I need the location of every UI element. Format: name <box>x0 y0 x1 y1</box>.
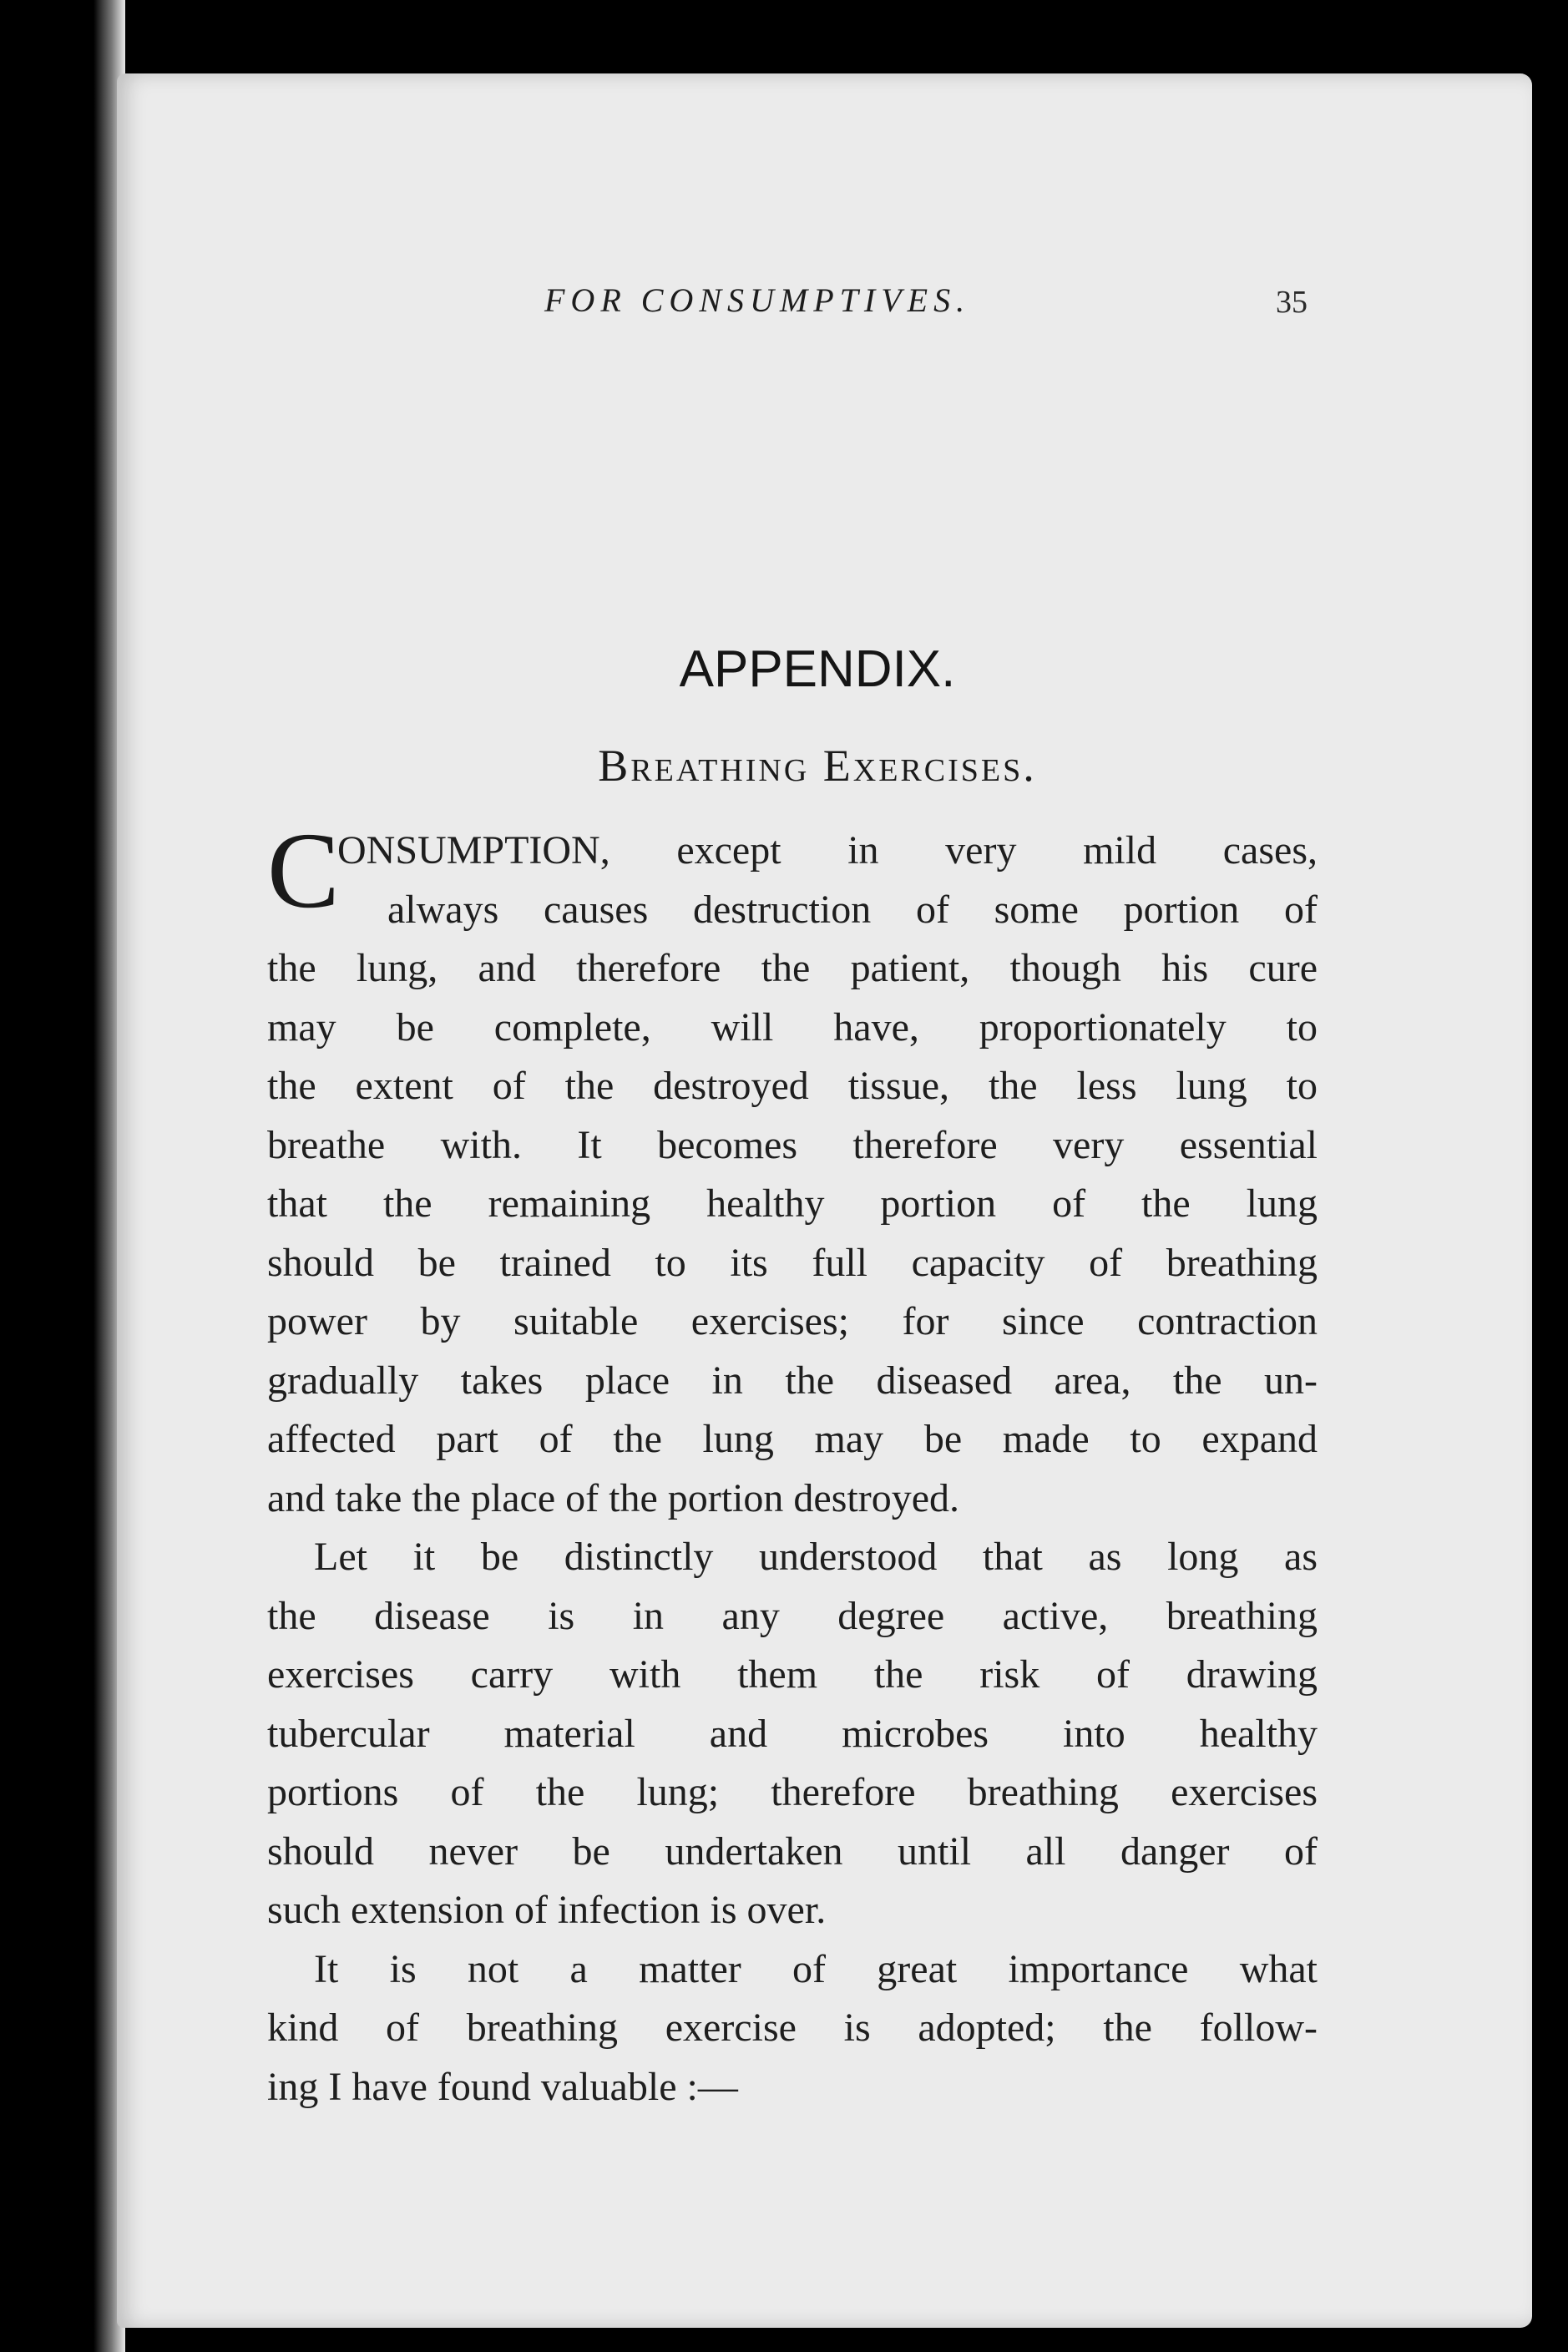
paragraph-1-line: gradually takes place in the diseased area, the un- <box>267 1358 1318 1403</box>
paragraph-3-line: It is not a matter of great importance what <box>314 1946 1318 1991</box>
paragraph-1-line: may be complete, will have, proportionately to <box>267 1004 1318 1050</box>
paragraph-1-line: power by suitable exercises; for since contraction <box>267 1299 1318 1343</box>
appendix-title: APPENDIX. <box>679 640 956 698</box>
paragraph-2-line: portions of the lung; therefore breathing exercises <box>267 1770 1318 1814</box>
paragraph-1-line: always causes destruction of some portion of <box>387 887 1318 932</box>
paragraph-2-line: exercises carry with them the risk of drawing <box>267 1652 1318 1697</box>
paragraph-1-line: should be trained to its full capacity of breathing <box>267 1240 1318 1285</box>
paragraph-1-line: the lung, and therefore the patient, though his cure <box>267 946 1318 990</box>
paragraph-2-line: tubercular material and microbes into healthy <box>267 1711 1318 1756</box>
paragraph-3-line: ing I have found valuable :— <box>267 2064 738 2109</box>
paragraph-1-line: that the remaining healthy portion of the lung <box>267 1181 1318 1226</box>
paragraph-2 <box>267 1528 1318 1940</box>
paragraph-2-line: such extension of infection is over. <box>267 1888 827 1932</box>
section-title: Breathing Exercises. <box>598 741 1037 791</box>
drop-cap: C <box>267 811 340 931</box>
paragraph-1-line: ONSUMPTION, except in very mild cases, <box>337 828 1318 873</box>
paragraph-1 <box>267 811 1318 1528</box>
page-number: 35 <box>1276 285 1308 320</box>
paragraph-1-line: breathe with. It becomes therefore very essential <box>267 1122 1318 1167</box>
paragraph-3-line: kind of breathing exercise is adopted; the follow- <box>267 2006 1318 2050</box>
paragraph-1-line: affected part of the lung may be made to expand <box>267 1417 1318 1461</box>
book-binding-edge <box>0 0 125 2352</box>
paragraph-2-line: Let it be distinctly understood that as long as <box>314 1535 1318 1579</box>
paragraph-2-line: should never be undertaken until all danger of <box>267 1828 1318 1874</box>
paragraph-3 <box>267 1940 1318 2117</box>
paragraph-2-line: the disease is in any degree active, breathing <box>267 1593 1318 1638</box>
body-text <box>267 811 1318 2117</box>
paragraph-1-line: and take the place of the portion destroyed. <box>267 1475 960 1520</box>
paragraph-1-line: the extent of the destroyed tissue, the less lung to <box>267 1064 1318 1108</box>
running-head: FOR CONSUMPTIVES. <box>544 281 971 319</box>
